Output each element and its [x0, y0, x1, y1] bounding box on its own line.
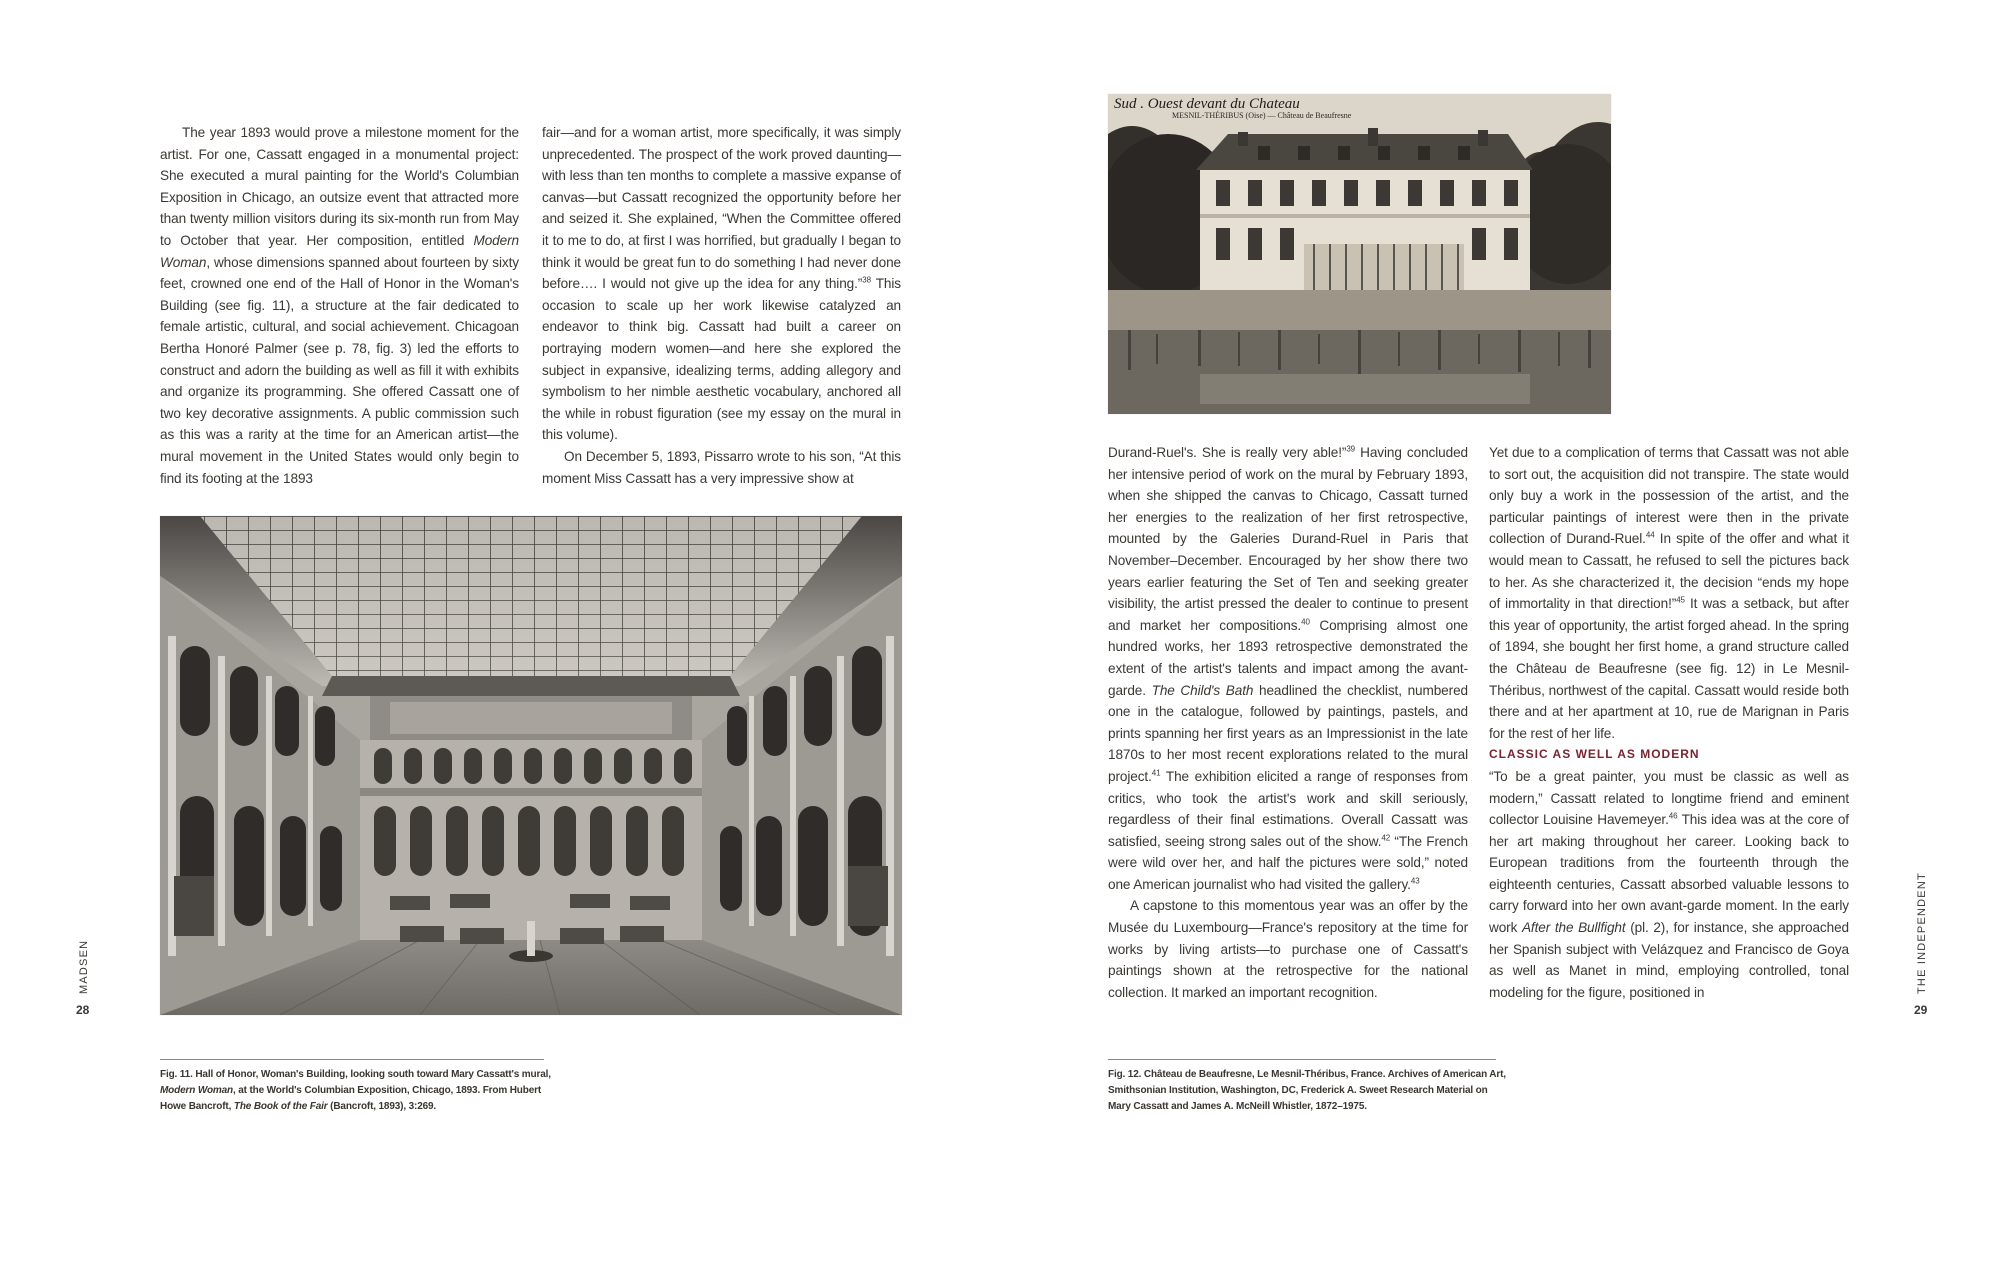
footnote-ref[interactable]: 43 — [1410, 876, 1420, 886]
paragraph: The year 1893 would prove a milestone moment for the artist. For one, Cassatt engaged in a monumental project: She executed a mural painting for the World's Columbian Exposition in Chicago, an outsize event that attracted more than twenty million visitors during its six-month run from May to October that year. Her composition, entitled Modern Woman, whose dimensions spanned about fourteen by sixty feet, crowned one end of the Hall of Honor in the Woman's Building (see fig. 11), a structure at the fair dedicated to female artistic, cultural, and social achievement. Chicagoan Bertha Honoré Palmer (see p. 78, fig. 3) led the efforts to construct and adorn the building as well as fill it with exhibits and organize its programming. She offered Cassatt one of two key decorative assignments. A public commission such as this was a rarity at the time for an American artist—the mural movement in the United States would only begin to find its footing at the 1893 — [160, 125, 519, 486]
fig-11-photo — [160, 516, 902, 1015]
footnote-ref[interactable]: 42 — [1381, 833, 1391, 843]
paragraph: fair—and for a woman artist, more specifically, it was simply unprecedented. The prospect of the work proved daunting—with less than ten months to complete a massive expanse of canvas—but Cassatt recognized the opportunity before her and seized it. She explained, “When the Committee offered it to me to do, at first I was horrified, but gradually I began to think it would be great fun to do something I had never done before…. I would not give up the idea for any thing.”$^{38}$ This occasion to scale up her work likewise catalyzed an endeavor to think big. Cassatt had built a career on portraying modern women—and here she explored the subject in expansive, idealizing terms, adding allegory and symbolism to her nimble aesthetic vocabulary, anchored all the while in robust figuration (see my essay on the mural in this volume). — [542, 125, 901, 443]
fig-11-caption: Fig. 11. Hall of Honor, Woman's Building, looking south toward Mary Cassatt's mural, Modern Woman, at the World's Columbian Exposition, Chicago, 1893. From Hubert Howe Bancroft, The Book of the Fair (Bancroft, 1893), 3:269. — [160, 1069, 551, 1112]
left-column-2 — [542, 122, 901, 489]
paragraph: On December 5, 1893, Pissarro wrote to his son, “At this moment Miss Cassatt has a very impressive show at — [542, 448, 901, 486]
footnote-ref[interactable]: 44 — [1645, 530, 1655, 540]
paragraph: “To be a great painter, you must be classic as well as modern,” Cassatt related to longtime friend and eminent collector Louisine Havemeyer.$^{46}$ This idea was at the core of her art making throughout her career. Looking back to European traditions from the fourteenth through the eighteenth centuries, Cassatt absorbed valuable lessons to carry forward into her own avant-garde moment. In the early work After the Bullfight (pl. 2), for instance, she approached her Spanish subject with Velázquez and Francisco de Goya as well as Manet in mind, employing controlled, tonal modeling for the figure, positioned in — [1489, 768, 1850, 1000]
footnote-ref[interactable]: 46 — [1668, 811, 1678, 821]
fig-12-caption: Fig. 12. Château de Beaufresne, Le Mesnil-Théribus, France. Archives of American Art, Smithsonian Institution, Washington, DC, Frederick A. Sweet Research Material on Mary Cassatt and James A. McNeill Whistler, 1872–1975. — [1108, 1069, 1506, 1112]
left-column-1 — [160, 122, 519, 489]
page-number-right: 29 — [1914, 1003, 1928, 1017]
chateau-postcard-image — [1108, 94, 1611, 414]
postcard-print: MESNIL-THÉRIBUS (Oise) — Château de Beaufresne — [1172, 111, 1352, 120]
right-column-2 — [1489, 442, 1849, 1003]
running-head-right: THE INDEPENDENT — [1916, 872, 1928, 994]
hall-of-honor-image — [160, 516, 902, 1015]
paragraph: A capstone to this momentous year was an offer by the Musée du Luxembourg—France's repository at the time for works by living artists—to purchase one of Cassatt's paintings shown at the retrospective for the national collection. It marked an important recognition. — [1108, 898, 1468, 1000]
caption-rule — [160, 1059, 544, 1060]
footnote-ref[interactable]: 39 — [1346, 444, 1356, 454]
paragraph: Durand-Ruel's. She is really very able!”$^{39}$ Having concluded her intensive period of work on the mural by February 1893, when she shipped the canvas to Chicago, Cassatt turned her energies to the realization of her first retrospective, mounted by the Galeries Durand-Ruel in Paris that November–December. Encouraged by her show there two years earlier featuring the Set of Ten and seeking greater visibility, the artist pressed the dealer to continue to present and market her compositions.$^{40}$ Comprising almost one hundred works, her 1893 retrospective demonstrated the extent of the artist's talents and impact among the avant-garde. The Child's Bath headlined the checklist, numbered one in the catalogue, followed by paintings, pastels, and prints spanning her first years as an Impressionist in the late 1870s to her most recent explorations related to the mural project.$^{41}$ The exhibition elicited a range of responses from critics, who took the artist's work and skill seriously, regardless of their final estimations. Overall Cassatt was satisfied, seeing strong sales out of the show.$^{42}$ “The French were wild over her, and half the pictures were sold,” noted one American journalist who had visited the gallery.$^{43}$ — [1108, 444, 1468, 892]
postcard-inscription: Sud . Ouest devant du Chateau — [1114, 96, 1300, 112]
footnote-ref[interactable]: 38 — [862, 275, 871, 285]
fig-12-photo — [1108, 94, 1611, 414]
right-column-1 — [1108, 442, 1468, 1003]
section-heading: CLASSIC AS WELL AS MODERN — [1489, 747, 1700, 762]
page-number-left: 28 — [76, 1003, 90, 1017]
footnote-ref[interactable]: 41 — [1151, 768, 1161, 778]
running-head-left: MADSEN — [78, 939, 90, 994]
caption-rule — [1108, 1059, 1496, 1060]
footnote-ref[interactable]: 40 — [1301, 617, 1310, 627]
paragraph: Yet due to a complication of terms that Cassatt was not able to sort out, the acquisition did not transpire. The state would only buy a work in the possession of the artist, and the particular paintings of interest were then in the private collection of Durand-Ruel.$^{44}$ In spite of the offer and what it would mean to Cassatt, he refused to sell the pictures back to her. As she characterized it, the decision “ends my hope of immortality in that direction!”$^{45}$ It was a setback, but after this year of opportunity, the artist forged ahead. In the spring of 1894, she bought her first home, a grand structure called the Château de Beaufresne (see fig. 12) in Le Mesnil-Théribus, northwest of the capital. Cassatt would reside both there and at her apartment at 10, rue de Marignan in Paris for the rest of her life. — [1489, 445, 1849, 741]
footnote-ref[interactable]: 45 — [1676, 595, 1685, 605]
